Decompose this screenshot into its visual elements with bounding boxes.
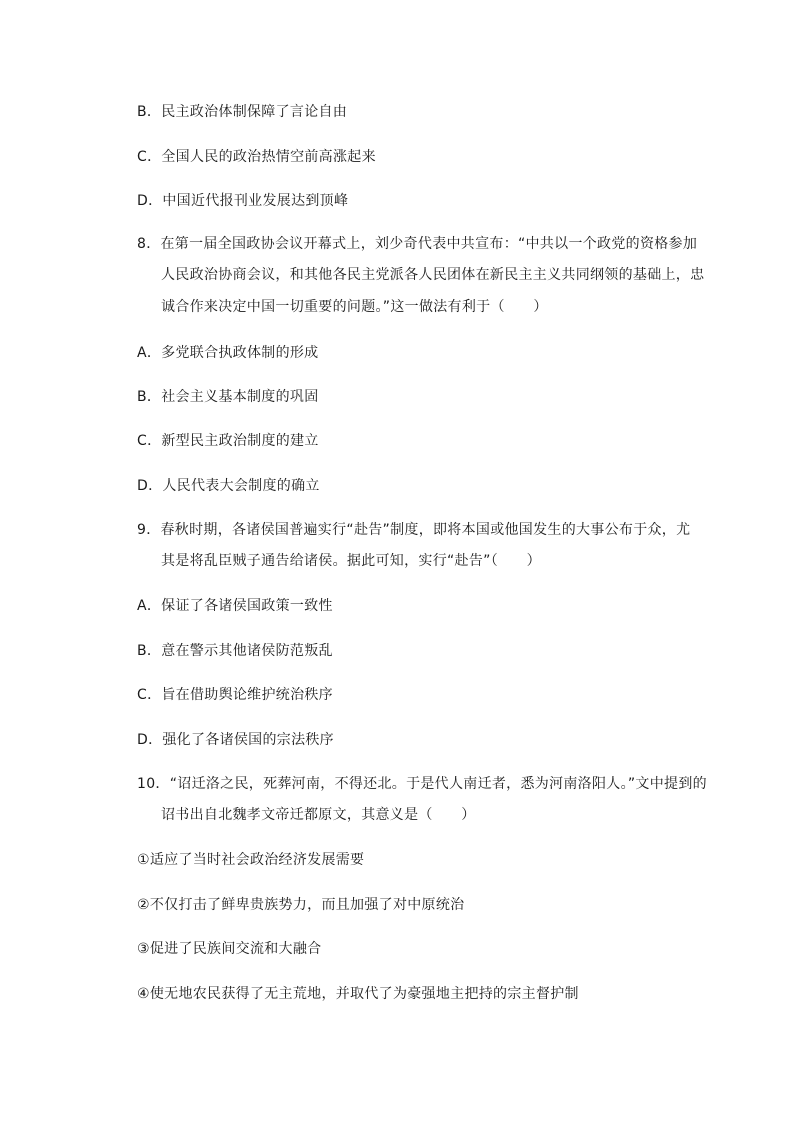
q8-option-d: D．人民代表大会制度的确立	[137, 478, 320, 494]
q8-stem-line-3: 诚合作来决定中国一切重要的问题。”这一做法有利于（ ）	[161, 299, 548, 315]
q9-stem-line-1: 9．春秋时期，各诸侯国普遍实行“赴告”制度，即将本国或他国发生的大事公布于众，尤	[137, 522, 691, 538]
q10-item-1: ①适应了当时社会政治经济发展需要	[137, 852, 365, 868]
q10-stem-line-1: 10．“诏迁洛之民，死葬河南，不得还北。于是代人南迁者，悉为河南洛阳人。”文中提到的	[137, 776, 707, 792]
q8-stem-line-1: 8．在第一届全国政协会议开幕式上，刘少奇代表中共宣布：“中共以一个政党的资格参加	[137, 236, 698, 252]
q7-option-c: C．全国人民的政治热情空前高涨起来	[137, 149, 376, 165]
q9-option-c: C．旨在借助舆论维护统治秩序	[137, 687, 333, 703]
q10-item-3: ③促进了民族间交流和大融合	[137, 941, 322, 957]
q10-item-2: ②不仅打击了鲜卑贵族势力，而且加强了对中原统治	[137, 897, 465, 913]
q8-stem-line-2: 人民政治协商会议，和其他各民主党派各人民团体在新民主主义共同纲领的基础上，忠	[161, 267, 705, 283]
q10-stem-line-2: 诏书出自北魏孝文帝迁都原文，其意义是（ ）	[161, 807, 476, 823]
q9-option-a: A．保证了各诸侯国政策一致性	[137, 598, 333, 614]
q10-item-4: ④使无地农民获得了无主荒地，并取代了为豪强地主把持的宗主督护制	[137, 986, 579, 1002]
q8-option-a: A．多党联合执政体制的形成	[137, 345, 319, 361]
q9-stem-line-2: 其是将乱臣贼子通告给诸侯。据此可知，实行“赴告”（ ）	[161, 553, 541, 569]
q7-option-d: D．中国近代报刊业发展达到顶峰	[137, 193, 349, 209]
q8-option-c: C．新型民主政治制度的建立	[137, 433, 319, 449]
q7-option-b: B．民主政治体制保障了言论自由	[137, 104, 348, 120]
q8-option-b: B．社会主义基本制度的巩固	[137, 389, 319, 405]
q9-option-d: D．强化了各诸侯国的宗法秩序	[137, 732, 334, 748]
q9-option-b: B．意在警示其他诸侯防范叛乱	[137, 643, 333, 659]
